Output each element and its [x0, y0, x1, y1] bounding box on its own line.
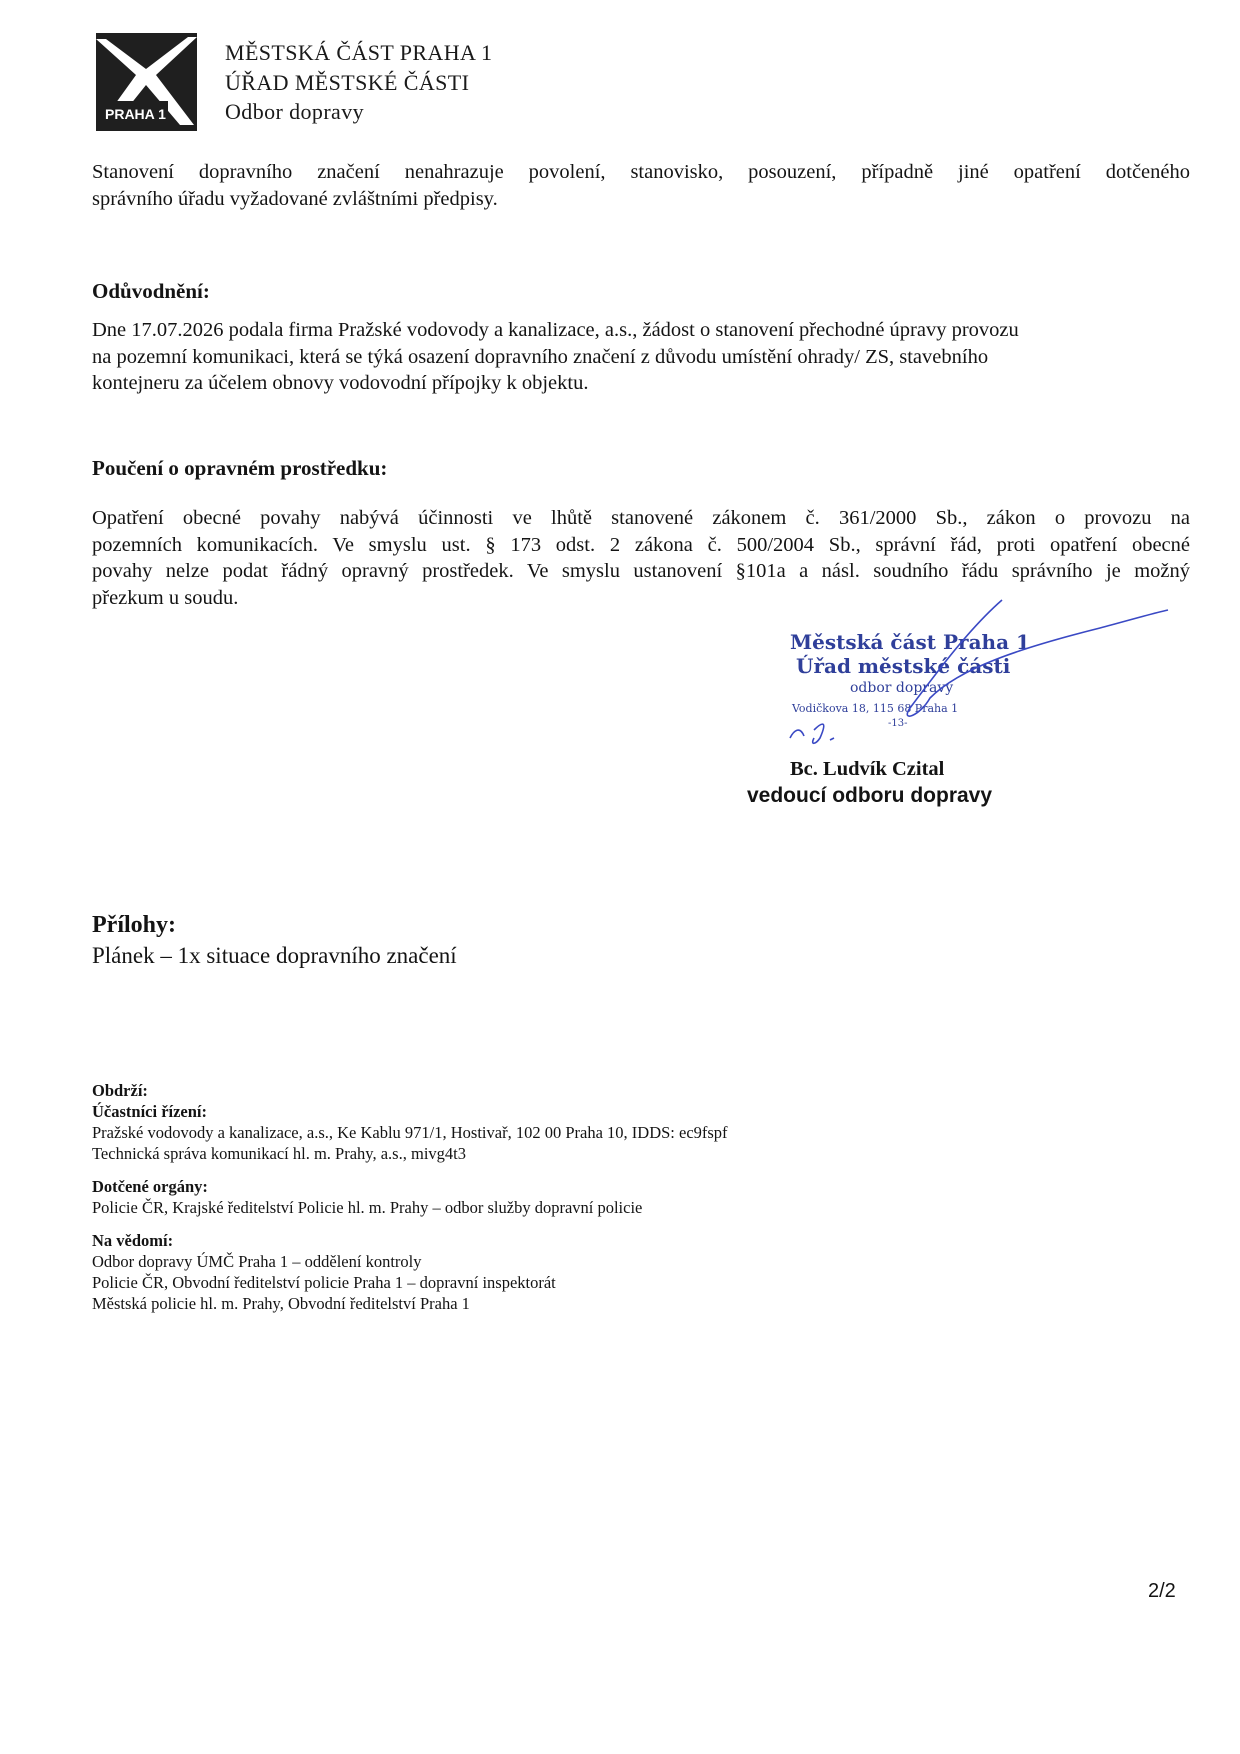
recipient-item: Městská policie hl. m. Prahy, Obvodní ředitelství Praha 1 — [92, 1294, 470, 1313]
intro-paragraph — [92, 159, 1190, 212]
handwritten-signature — [770, 598, 1170, 748]
stamp-line: odbor dopravy — [850, 680, 954, 696]
appeal-line: povahy nelze podat řádný opravný prostředek. Ve smyslu ustanovení §101a a násl. soudního řádu správního je možný — [92, 560, 1190, 582]
appeal-heading: Poučení o opravném prostředku: — [92, 456, 388, 480]
header-department: Odbor dopravy — [225, 99, 365, 124]
logo-text: PRAHA 1 — [105, 106, 166, 122]
signatory-name: Bc. Ludvík Czital — [790, 758, 945, 780]
recipient-item: Policie ČR, Obvodní ředitelství policie Praha 1 – dopravní inspektorát — [92, 1273, 556, 1292]
recipients-block — [92, 1080, 728, 1314]
page-number: 2/2 — [1148, 1580, 1176, 1602]
participants-heading: Účastníci řízení: — [92, 1102, 208, 1121]
justification-heading: Odůvodnění: — [92, 279, 210, 303]
justification-line: na pozemní komunikaci, která se týká osazení dopravního značení z důvodu umístění ohrady/ ZS, stavebního — [92, 345, 989, 368]
intro-line: správního úřadu vyžadované zvláštními předpisy. — [92, 187, 498, 210]
attachments-heading: Přílohy: — [92, 912, 176, 938]
header-office: ÚŘAD MĚSTSKÉ ČÁSTI — [225, 70, 470, 95]
recipient-item: Odbor dopravy ÚMČ Praha 1 – oddělení kontroly — [92, 1252, 422, 1271]
official-stamp — [770, 598, 1170, 748]
appeal-line: přezkum u soudu. — [92, 586, 239, 609]
recipient-item: Pražské vodovody a kanalizace, a.s., Ke Kablu 971/1, Hostivař, 102 00 Praha 10, IDDS: ec9fspf — [92, 1123, 728, 1142]
recipient-item: Policie ČR, Krajské ředitelství Policie hl. m. Prahy – odbor služby dopravní policie — [92, 1198, 643, 1217]
stamp-line: Městská část Praha 1 — [790, 630, 1030, 654]
appeal-line: pozemních komunikacích. Ve smyslu ust. § 173 odst. 2 zákona č. 500/2004 Sb., správní řád, proti opatření obecné — [92, 533, 1190, 556]
praha1-logo — [96, 33, 197, 131]
justification-line: Dne 17.07.2026 podala firma Pražské vodovody a kanalizace, a.s., žádost o stanovení přechodné úpravy provozu — [92, 319, 1019, 341]
stamp-line: Vodičkova 18, 115 68 Praha 1 — [792, 702, 959, 715]
intro-line: Stanovení dopravního značení nenahrazuje povolení, stanovisko, posouzení, případně jiné opatření dotčeného — [92, 161, 1190, 183]
recipients-heading: Obdrží: — [92, 1081, 148, 1100]
authorities-heading: Dotčené orgány: — [92, 1177, 208, 1196]
appeal-line: Opatření obecné povahy nabývá účinnosti ve lhůtě stanovené zákonem č. 361/2000 Sb., zákon o provozu na — [92, 507, 1190, 529]
header-municipality: MĚSTSKÁ ČÁST PRAHA 1 — [225, 40, 493, 65]
stamp-number: -13- — [888, 718, 908, 729]
recipient-item: Technická správa komunikací hl. m. Prahy, a.s., mivg4t3 — [92, 1144, 466, 1163]
notice-heading: Na vědomí: — [92, 1231, 174, 1250]
justification-line: kontejneru za účelem obnovy vodovodní přípojky k objektu. — [92, 372, 589, 394]
appeal-paragraph — [92, 505, 1190, 611]
justification-paragraph — [92, 317, 1190, 397]
stamp-line: Úřad městské části — [796, 654, 1011, 678]
signatory-role: vedoucí odboru dopravy — [747, 784, 993, 807]
attachment-item: Plánek – 1x situace dopravního značení — [92, 943, 457, 968]
